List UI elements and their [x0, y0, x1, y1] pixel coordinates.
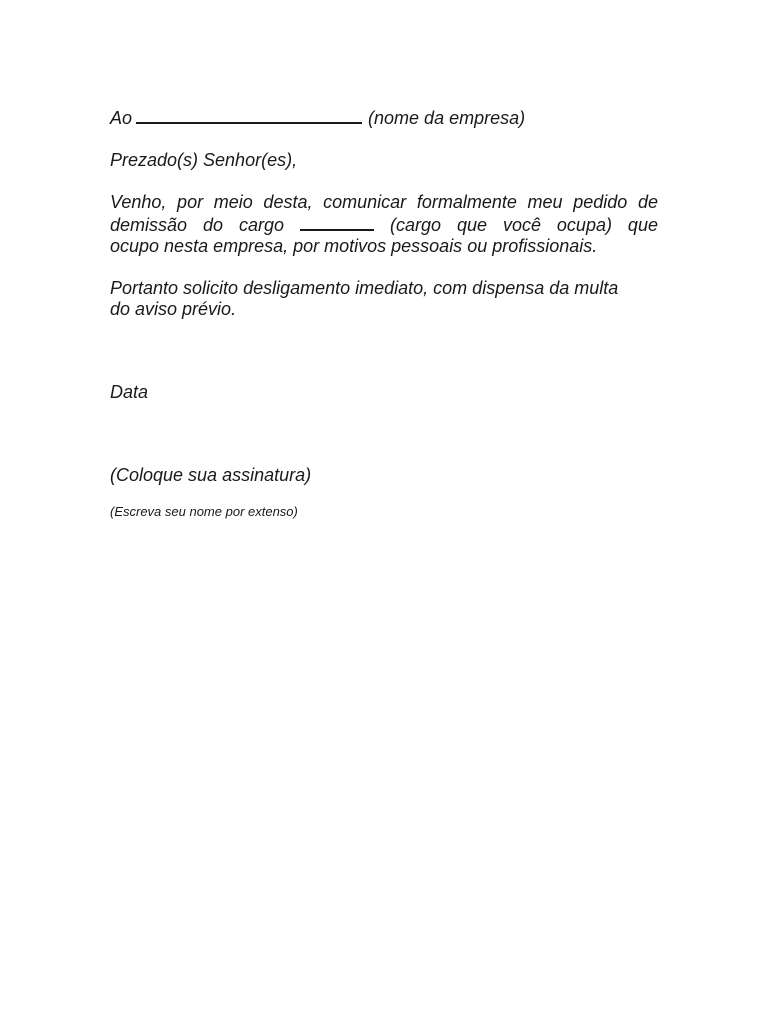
paragraph-text: (cargo que você ocupa) que: [389, 215, 658, 235]
signature-placeholder: (Coloque sua assinatura): [110, 465, 312, 485]
recipient-hint: (nome da empresa): [368, 108, 526, 128]
paragraph-line: Portanto solicito desligamento imediato, com dispensa da multa: [110, 278, 619, 298]
recipient-prefix: Ao: [110, 108, 133, 128]
paragraph-request: [110, 278, 658, 320]
fullname-placeholder: (Escreva seu nome por extenso): [110, 504, 298, 519]
paragraph-resignation: [110, 192, 658, 257]
paragraph-line: ocupo nesta empresa, por motivos pessoais ou profissionais.: [110, 236, 598, 256]
resignation-letter: [110, 106, 658, 519]
paragraph-text: demissão do cargo: [110, 215, 285, 235]
paragraph-line: Venho, por meio desta, comunicar formalmente meu pedido de: [110, 192, 658, 212]
recipient-line: [110, 106, 658, 129]
greeting: Prezado(s) Senhor(es),: [110, 150, 298, 170]
company-name-blank: [136, 106, 362, 124]
job-title-blank: [300, 213, 374, 231]
date-label: Data: [110, 382, 149, 402]
paragraph-line: do aviso prévio.: [110, 299, 237, 319]
paragraph-line-with-blank: [110, 213, 658, 236]
